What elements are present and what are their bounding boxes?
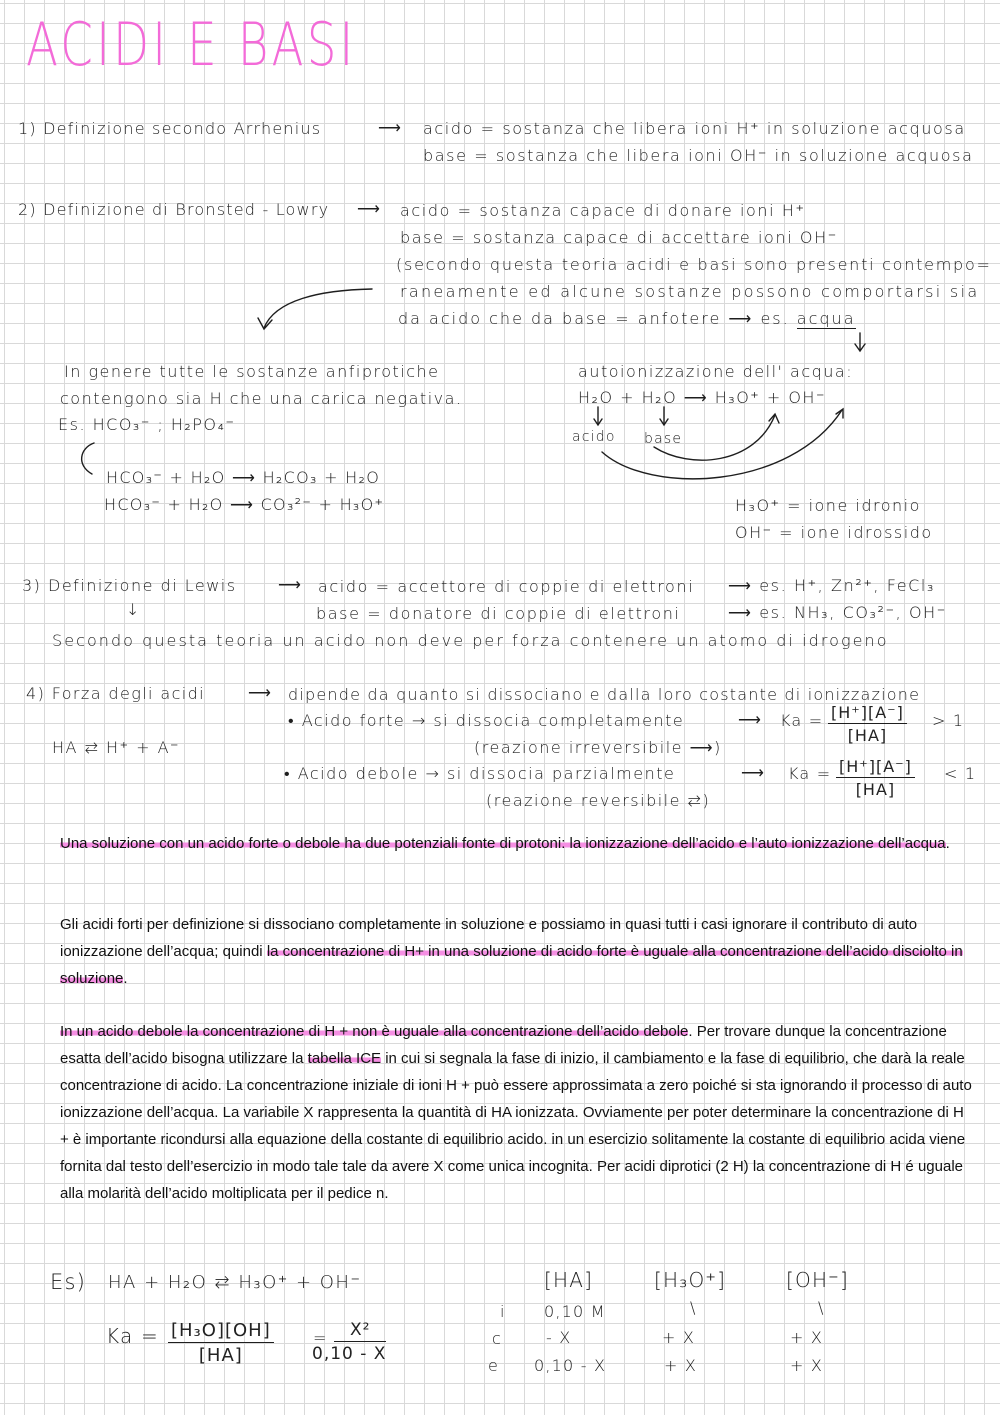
- example-label: Es): [50, 1270, 87, 1294]
- bronsted-acid: acido = sostanza capace di donare ioni H⁺: [400, 201, 806, 220]
- hydroxide-definition: OH⁻ = ione idrossido: [735, 523, 933, 542]
- example-x-denominator: 0,10 - X: [312, 1344, 387, 1364]
- bronsted-heading: 2) Definizione di Bronsted - Lowry: [18, 200, 330, 219]
- amphoteric-equation-2: HCO₃⁻ + H₂O ⟶ CO₃²⁻ + H₃O⁺: [104, 495, 385, 514]
- ice-cell: + X: [662, 1328, 696, 1347]
- strong-ka-denominator: [HA]: [847, 726, 888, 745]
- arrow-icon: ⟶: [728, 603, 760, 622]
- arrow-icon: ⟶: [728, 576, 760, 595]
- ice-header-h3o: [H₃O⁺]: [654, 1268, 727, 1292]
- arrhenius-base: base = sostanza che libera ioni OH⁻ in soluzione acquosa: [423, 146, 974, 165]
- lewis-note: Secondo questa teoria un acido non deve per forza contenere un atomo di idrogeno: [52, 631, 889, 650]
- arrow-icon: ⟶: [728, 309, 754, 328]
- strong-acid-label: • Acido forte → si dissocia completamente: [288, 711, 685, 730]
- highlight: Una soluzione con un acido forte o debole ha due potenziali fonte di protoni: la ionizzazione dell’acido e l’auto ionizzazione dell’acqua: [60, 835, 946, 852]
- highlight: la concentrazione di H+ in una soluzione di acido forte è uguale alla concentrazione dell’acido disciolto in soluzione: [60, 943, 963, 987]
- paragraph-strong-acids: Gli acidi forti per definizione si dissociano completamente in soluzione e possiamo in quasi tutti i casi ignorare il contributo di auto ionizzazione dell’acqua; quindi la concentrazione di H+ in una soluzione di acido forte è uguale alla concentrazione dell’acido disciolto in soluzione.: [60, 916, 963, 987]
- weak-ka-label: Ka =: [788, 764, 832, 783]
- autoionization-title: autoionizzazione dell' acqua:: [578, 362, 854, 381]
- arrow-icon: ⟶: [357, 199, 382, 218]
- ice-cell: + X: [790, 1356, 824, 1375]
- ice-cell: \: [690, 1298, 697, 1317]
- strong-ka-fraction: [828, 703, 907, 745]
- arrhenius-acid: acido = sostanza che libera ioni H⁺ in soluzione acquosa: [423, 119, 966, 138]
- anfiprotic-example: Es. HCO₃⁻ ; H₂PO₄⁻: [58, 415, 236, 434]
- hydronium-definition: H₃O⁺ = ione idronio: [735, 496, 921, 515]
- lewis-acid: acido = accettore di coppie di elettroni: [318, 577, 695, 596]
- acid-strength-heading: 4) Forza degli acidi: [26, 684, 206, 703]
- example-x-numerator: X²: [334, 1320, 386, 1342]
- lewis-acid-examples: ⟶ es. H⁺, Zn²⁺, FeCl₃: [728, 576, 935, 595]
- ice-cell: + X: [790, 1328, 824, 1347]
- ice-header-ha: [HA]: [544, 1268, 594, 1292]
- lewis-base-examples: ⟶ es. NH₃, CO₃²⁻, OH⁻: [728, 603, 947, 622]
- ice-cell: \: [818, 1298, 825, 1317]
- example-ka-label: Ka =: [106, 1324, 159, 1348]
- dissociation-equation: HA ⇄ H⁺ + A⁻: [52, 738, 180, 757]
- ice-cell: + X: [664, 1356, 698, 1375]
- arrow-icon: ⟶: [738, 710, 763, 729]
- example-ka-denominator: [HA]: [198, 1345, 243, 1366]
- ice-row-label: e: [488, 1356, 500, 1375]
- example-ka-numerator: [H₃O][OH]: [168, 1320, 274, 1343]
- weak-acid-label: • Acido debole → si dissocia parzialmente: [284, 764, 676, 783]
- weak-acid-note: (reazione reversibile ⇄): [486, 791, 711, 810]
- anfiprotic-line1: In genere tutte le sostanze anfiprotiche: [64, 362, 440, 381]
- arrow-icon: ⟶: [248, 683, 273, 702]
- arrow-down-icon: ↓: [126, 600, 141, 619]
- weak-ka-comparison: < 1: [944, 764, 977, 783]
- ice-header-oh: [OH⁻]: [786, 1268, 849, 1292]
- paragraph-proton-sources: Una soluzione con un acido forte o debole ha due potenziali fonte di protoni: la ionizzazione dell’acido e l’auto ionizzazione dell’acqua.: [60, 835, 950, 852]
- strong-ka-label: Ka =: [780, 711, 824, 730]
- autoionization-acid-label: acido: [572, 429, 616, 445]
- strong-acid-note: (reazione irreversibile ⟶): [474, 738, 722, 757]
- arrow-icon: ⟶: [278, 575, 303, 594]
- bronsted-note-line2: raneamente ed alcune sostanze possono comportarsi sia: [400, 282, 980, 301]
- anfiprotic-line2: contengono sia H che una carica negativa.: [60, 389, 463, 408]
- water-label: acqua: [796, 309, 856, 328]
- strong-ka-comparison: > 1: [932, 711, 965, 730]
- autoionization-equation: H₂O + H₂O ⟶ H₃O⁺ + OH⁻: [578, 388, 826, 407]
- highlight: tabella ICE: [307, 1050, 382, 1067]
- example-x-fraction: [312, 1320, 386, 1364]
- acid-strength-dependency: dipende da quanto si dissociano e dalla loro costante di ionizzazione: [288, 685, 921, 704]
- ice-cell: 0,10 - X: [534, 1356, 607, 1375]
- autoionization-base-label: base: [644, 431, 683, 447]
- ice-row-label: c: [492, 1329, 502, 1348]
- ice-row-label: i: [500, 1302, 506, 1321]
- paragraph-weak-acids: In un acido debole la concentrazione di H + non è uguale alla concentrazione dell’acido debole. Per trovare dunque la concentrazione esatta dell’acido bisogna utilizzare la tabella ICE in cui si segnala la fase di inizio, il cambiamento e la fase di equilibrio, che darà la reale concentrazione di acido. La concentrazione iniziale di ioni H + può essere approssimata a zero poiché si sta ignorando il processo di auto ionizzazione dell’acqua. La variabile X rappresenta la quantità di HA ionizzata. Ovviamente per poter determinare la concentrazione di H + è importante ricondursi alla equazione della costante di equilibrio acido. in un esercizio solitamente la costante di equilibrio acida viene fornita dal testo dell’esercizio in modo tale tale da avere X come unica incognita. Per acidi diprotici (2 H) la concentrazione di H é uguale alla molarità dell’acido moltiplicata per il pedice n.: [60, 1023, 972, 1202]
- lewis-base: base = donatore di coppie di elettroni: [316, 604, 681, 623]
- bronsted-note-line3: da acido che da base = anfotere ⟶ es. acqua: [398, 309, 856, 328]
- bronsted-note-line1: (secondo questa teoria acidi e basi sono presenti contempo=: [396, 255, 992, 274]
- bronsted-base: base = sostanza capace di accettare ioni OH⁻: [400, 228, 838, 247]
- example-equation: HA + H₂O ⇄ H₃O⁺ + OH⁻: [108, 1272, 362, 1293]
- weak-ka-fraction: [836, 757, 915, 799]
- example-ka-fraction: [168, 1320, 274, 1366]
- arrow-icon: ⟶: [741, 763, 766, 782]
- example-equals: =: [313, 1328, 328, 1347]
- page-title: ACIDI E BASI: [26, 10, 357, 80]
- highlight: In un acido debole la concentrazione di H + non è uguale alla concentrazione dell’acido debole: [60, 1023, 689, 1040]
- arrow-icon: ⟶: [378, 118, 403, 137]
- curved-arrow-icon: [264, 289, 372, 328]
- ice-cell: - X: [546, 1328, 572, 1347]
- arrhenius-heading: 1) Definizione secondo Arrhenius: [18, 119, 322, 138]
- strong-ka-numerator: [H⁺][A⁻]: [828, 703, 907, 724]
- amphoteric-equation-1: HCO₃⁻ + H₂O ⟶ H₂CO₃ + H₂O: [106, 468, 381, 487]
- weak-ka-numerator: [H⁺][A⁻]: [836, 757, 915, 778]
- ice-cell: 0,10 M: [544, 1302, 606, 1321]
- weak-ka-denominator: [HA]: [855, 780, 896, 799]
- lewis-heading: 3) Definizione di Lewis: [22, 576, 237, 595]
